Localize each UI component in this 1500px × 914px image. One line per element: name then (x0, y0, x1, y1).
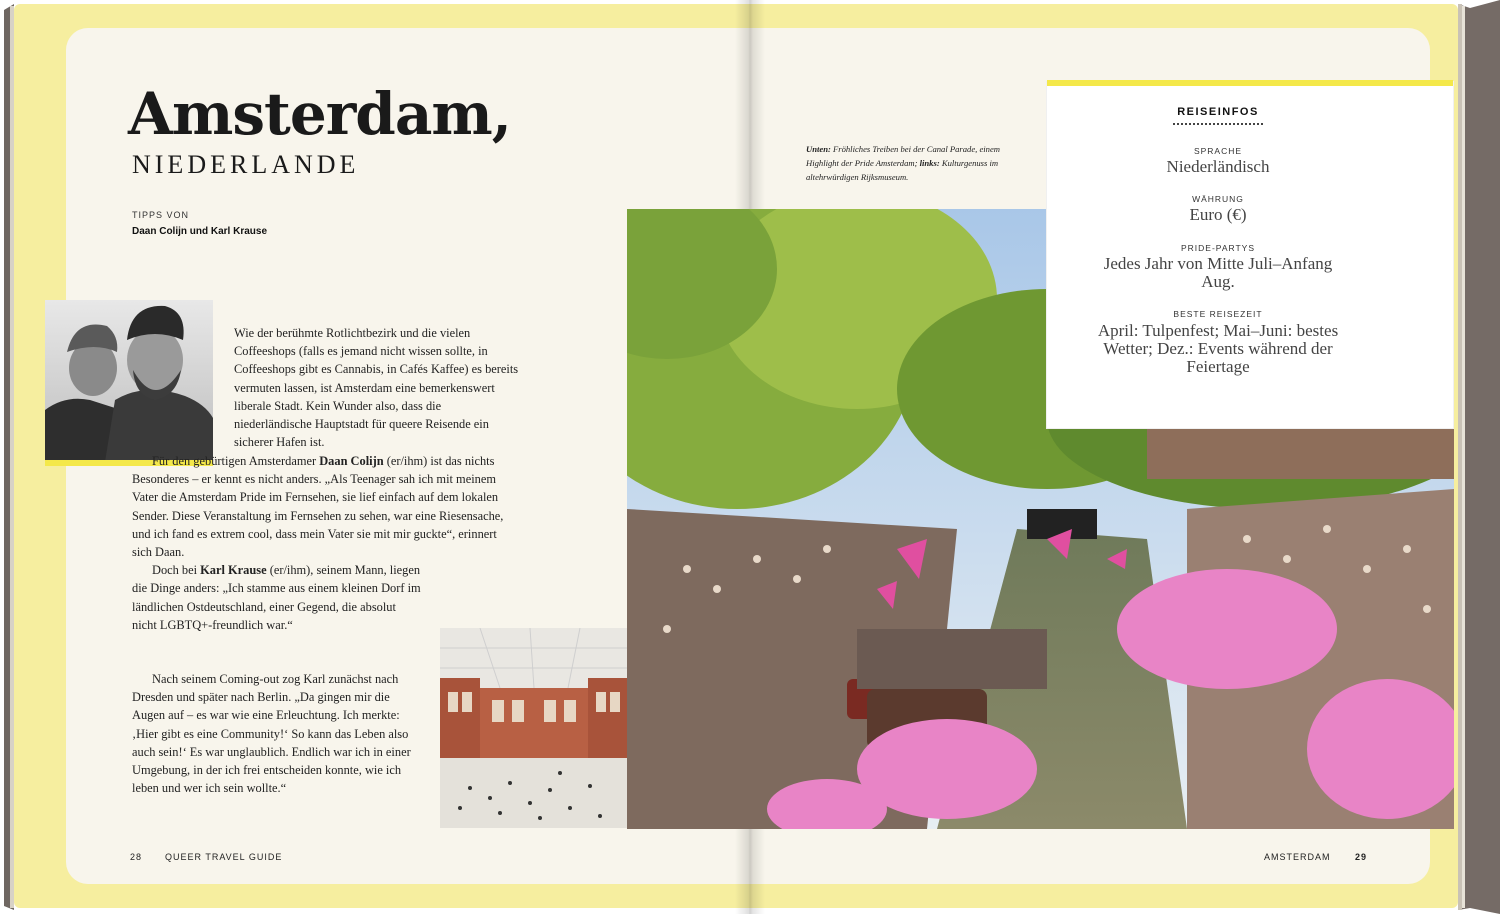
body-paragraph: Nach seinem Coming-out zog Karl zunächst nach Dresden und später nach Berlin. „Da gingen mir die Augen auf – es war wie eine Erleuchtung. Ich merkte: ‚Hier gibt es eine Community!‘ So kann das Leben also auch sein!‘ Es war unglaublich. Endlich war ich in einer Umgebung, in der ich frei entscheiden konnte, wie ich leben und wer ich sein wollte.“ (132, 672, 411, 796)
page-title: Amsterdam, (128, 80, 511, 148)
info-label-pride: PRIDE-PARTYS (1180, 243, 1256, 253)
page-number-left: 28 (130, 852, 143, 862)
page-number-right: 29 (1355, 852, 1368, 862)
tips-label: TIPPS VON (132, 210, 190, 220)
info-label-currency: WÄHRUNG (1192, 194, 1244, 204)
body-text: (er/ihm), seinem Mann, liegen die Dinge anders: „Ich stamme aus einem kleinen Dorf im ländlichen Ostdeutschland, einer Gegend, die absolut nicht LGBTQ+-freundlich war.“ (132, 563, 421, 632)
info-label-language: SPRACHE (1193, 146, 1243, 156)
body-text-column-1 (234, 324, 519, 451)
info-box-accent-bar (1047, 80, 1453, 86)
info-value-pride: Jedes Jahr von Mitte Juli–Anfang Aug. (1103, 254, 1333, 291)
info-box-title: REISEINFOS (1177, 106, 1259, 118)
body-text: (er/ihm) ist das nichts Besonderes – er kennt es nicht anders. „Als Teenager sah ich mit meinem Vater die Amsterdam Pride im Fernsehen, sie lief einfach auf dem lokalen Sender. Diese Veranstaltung im Fernsehen zu sehen, war eine Riesensache, und ich fand es extrem cool, dass mein Vater sie mit mir guckte“, erinnert sich Daan. (132, 454, 504, 560)
caption-text: Kulturgenuss im altehrwürdigen Rijksmuseum. (806, 158, 999, 182)
travel-info-box (1047, 82, 1453, 428)
photo-caption (806, 142, 1032, 184)
body-text: Doch bei (152, 563, 201, 578)
info-value-travel-time: April: Tulpenfest; Mai–Juni: bestes Wetter; Dez.: Events während der Feiertage (1097, 321, 1339, 376)
body-paragraph (132, 561, 422, 634)
tips-authors: Daan Colijn und Karl Krause (132, 226, 268, 237)
name-karl: Karl Krause (200, 563, 267, 578)
caption-text: Fröhliches Treiben bei der Canal Parade, einem Highlight der Pride Amsterdam; (806, 144, 1000, 168)
page-subtitle: NIEDERLANDE (132, 150, 360, 179)
info-label-travel-time: BESTE REISEZEIT (1173, 309, 1263, 319)
name-daan: Daan Colijn (319, 454, 384, 468)
museum-photo (440, 628, 628, 828)
body-paragraph: Wie der berühmte Rotlichtbezirk und die vielen Coffeeshops (falls es jemand nicht wissen sollte, in Coffeeshops gibt es Cannabis, in Cafés Kaffee) es bereits vermuten lassen, ist Amsterdam eine bemerkenswert liberale Stadt. Kein Wunder also, dass die niederländische Hauptstadt für queere Reisende ein sicherer Hafen ist. (234, 326, 519, 450)
caption-label-left: links: (919, 158, 940, 168)
info-box-divider (1173, 123, 1263, 125)
info-value-currency: Euro (€) (1189, 205, 1247, 224)
info-value-language: Niederländisch (1166, 157, 1270, 176)
running-head-left: QUEER TRAVEL GUIDE (165, 852, 283, 862)
body-paragraph (132, 452, 512, 561)
body-text-column-3 (132, 670, 422, 797)
portrait-photo (45, 300, 213, 462)
body-text-column-2 (132, 452, 512, 634)
caption-label-below: Unten: (806, 144, 831, 154)
running-head-right: AMSTERDAM (1264, 852, 1331, 862)
body-text: Für den gebürtigen Amsterdamer (152, 454, 320, 468)
